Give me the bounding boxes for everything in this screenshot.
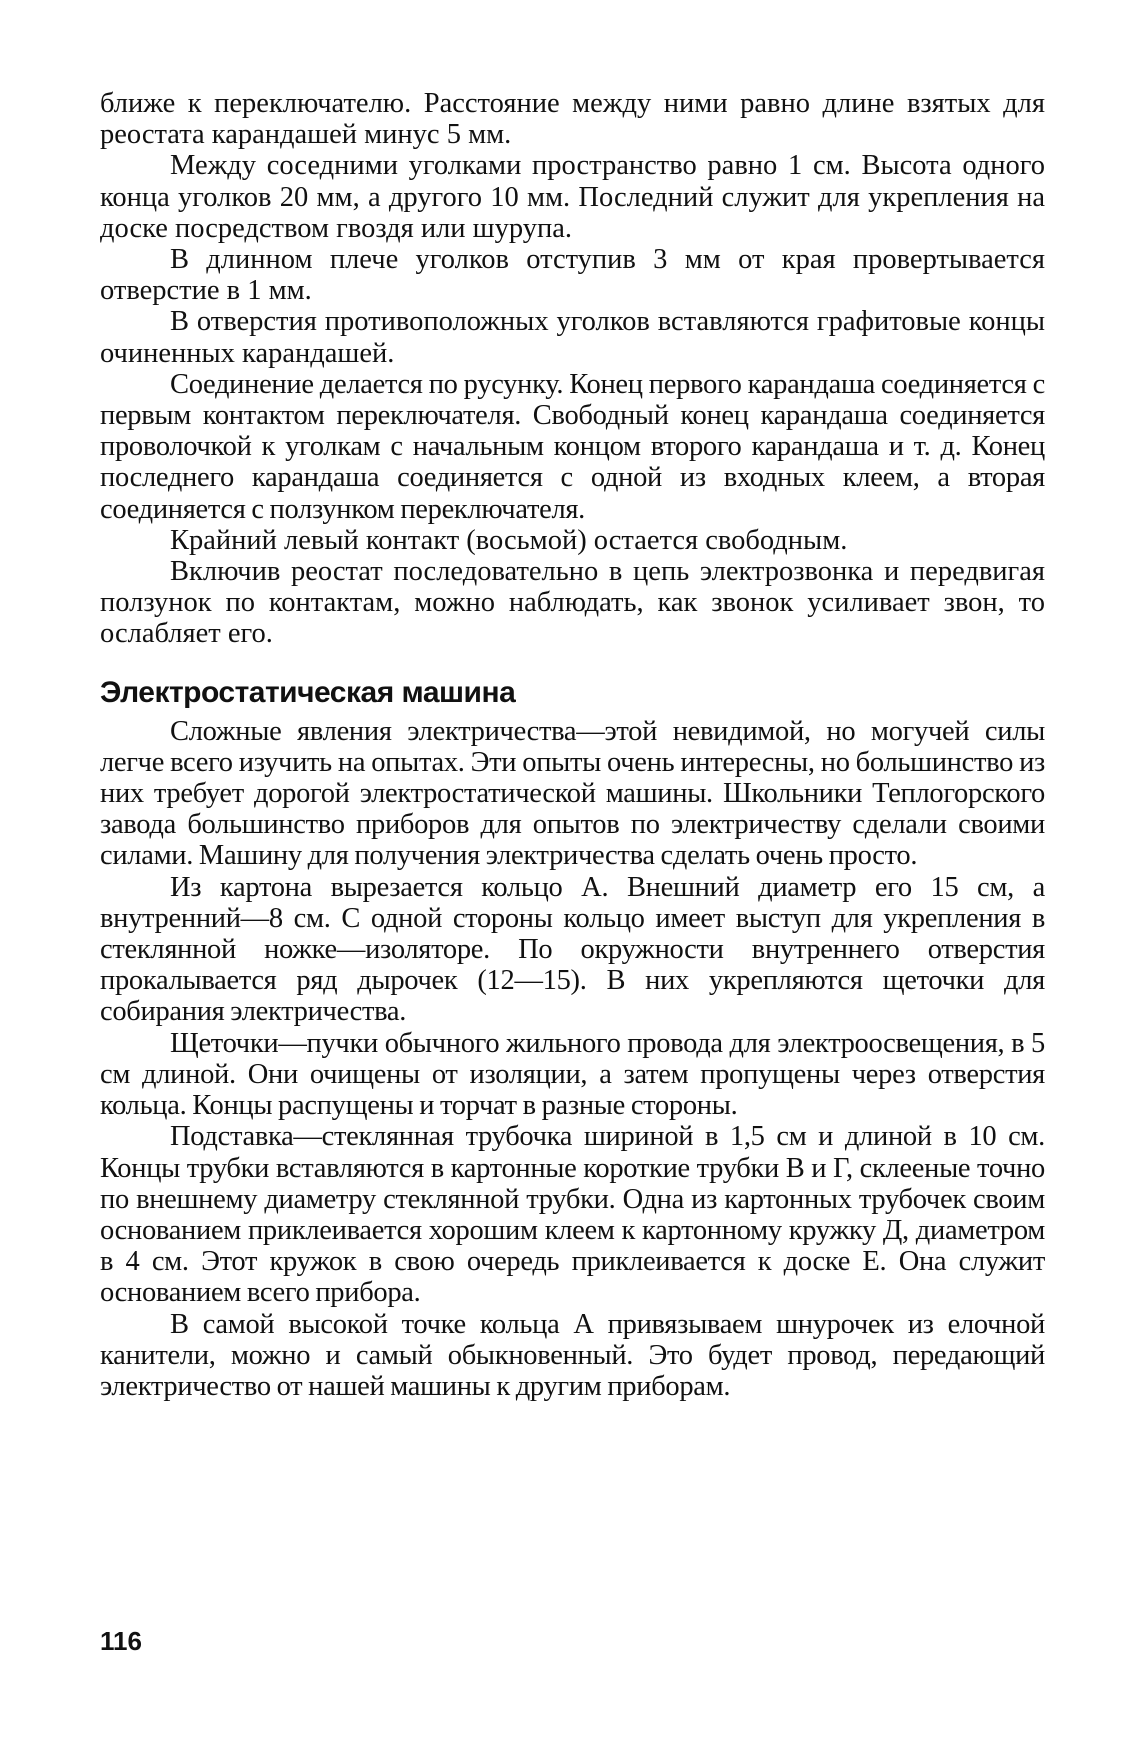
paragraph-hole-drilling: В длинном плече уголков отступив 3 мм от края провертывается отверстие в 1 мм.: [100, 244, 1045, 307]
paragraph-continuation: ближе к переключателю. Расстояние между ними равно длине взятых для реостата карандашей минус 5 мм.: [100, 88, 1045, 151]
page-number: 116: [100, 1626, 142, 1656]
paragraph-stand: Подставка—стеклянная трубочка шириной в 1,5 см и длиной в 10 см. Концы трубки вставляются в картонные короткие трубки В и Г, склееные точно по внешнему диаметру стеклянной трубки. Одна из картонных трубочек своим основанием приклеивается хорошим клеем к картонному кружку Д, диаметром в 4 см. Этот кружок в свою очередь приклеивается к доске Е. Она служит основанием всего прибора.: [100, 1121, 1045, 1309]
paragraph-rheostat-usage: Включив реостат последовательно в цепь электрозвонка и передвигая ползунок по контактам, можно наблюдать, как звонок усиливает звон, то ослабляет его.: [100, 556, 1045, 650]
page-body: [100, 88, 1045, 1402]
paragraph-intro: Сложные явления электричества—этой невидимой, но могучей силы легче всего изучить на опытах. Эти опыты очень интересны, но большинство из них требует дорогой электростатической машины. Школьники Теплогорского завода большинство приборов для опытов по электричеству сделали своими силами. Машину для получения электричества сделать очень просто.: [100, 715, 1045, 872]
paragraph-ring: Из картона вырезается кольцо А. Внешний диаметр его 15 см, а внутренний—8 см. С одной стороны кольцо имеет выступ для укрепления в стеклянной ножке—изоляторе. По окружности внутреннего отверстия прокалывается ряд дырочек (12—15). В них укрепляются щеточки для собирания электричества.: [100, 871, 1045, 1028]
paragraph-brushes: Щеточки—пучки обычного жильного провода для электроосвещения, в 5 см длиной. Они очищены от изоляции, а затем пропущены через отверстия кольца. Концы распущены и торчат в разные стороны.: [100, 1027, 1045, 1122]
paragraph-cord: В самой высокой точке кольца А привязываем шнурочек из елочной канители, можно и самый обыкновенный. Это будет провод, передающий электричество от нашей машины к другим приборам.: [100, 1308, 1045, 1402]
paragraph-corners-spacing: Между соседними уголками пространство равно 1 см. Высота одного конца уголков 20 мм, а другого 10 мм. Последний служит для укрепления на доске посредством гвоздя или шурупа.: [100, 150, 1045, 244]
section-heading: Электростатическая машина: [100, 675, 516, 709]
paragraph-graphite-ends: В отверстия противоположных уголков вставляются графитовые концы очиненных карандашей.: [100, 306, 1045, 369]
paragraph-connection: Соединение делается по русунку. Конец первого карандаша соединяется с первым контактом переключателя. Свободный конец карандаша соединяется проволочкой к уголкам с начальным концом второго карандаша и т. д. Конец последнего карандаша соединяется с одной из входных клеем, а вторая соединяется с ползунком переключателя.: [100, 368, 1045, 525]
paragraph-free-contact: Крайний левый контакт (восьмой) остается свободным.: [170, 524, 848, 556]
